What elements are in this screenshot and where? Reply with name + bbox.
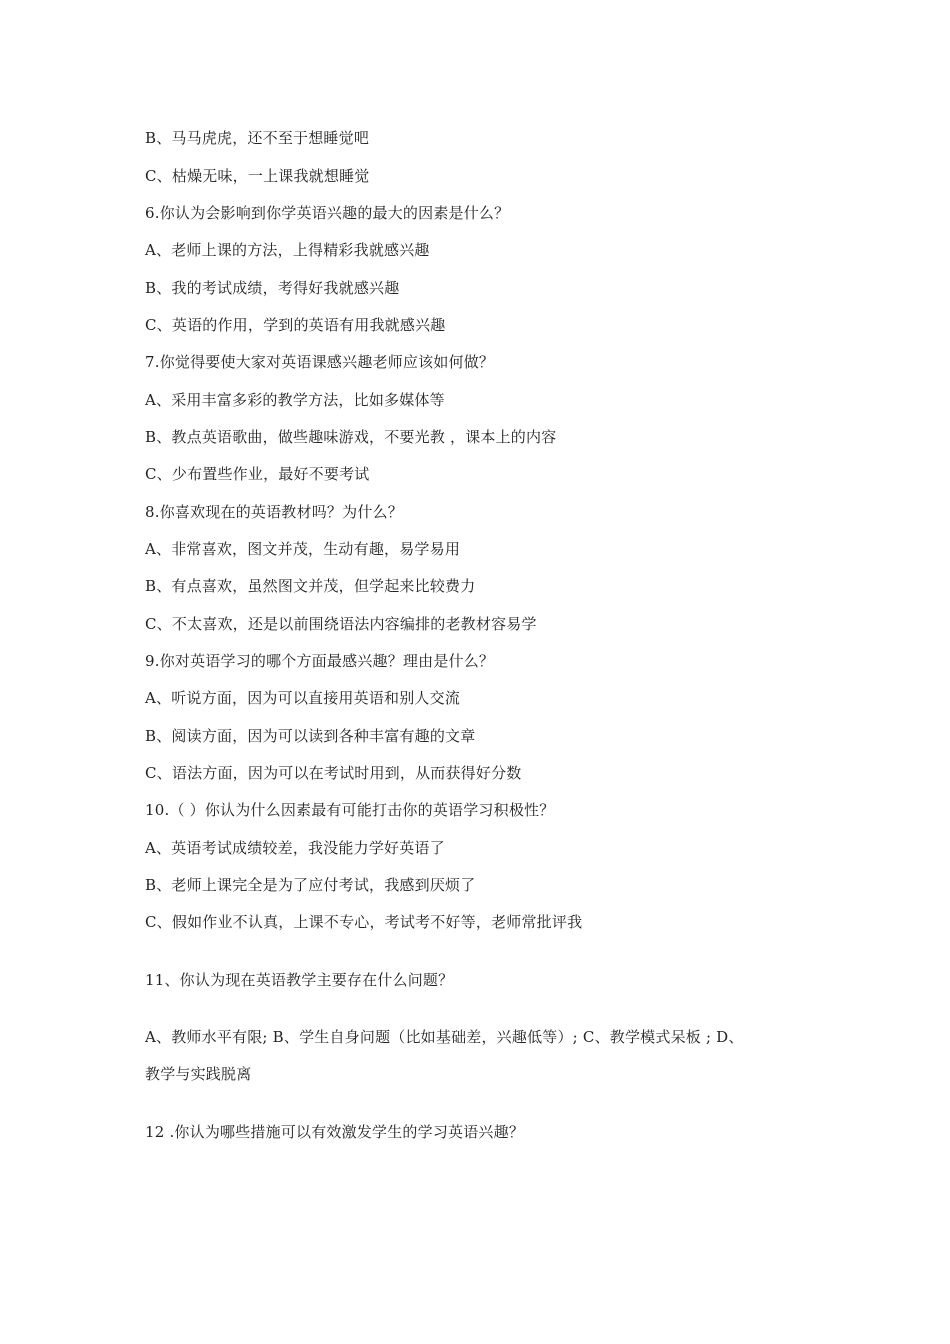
question-11: 11、你认为现在英语教学主要存在什么问题？ (145, 971, 454, 989)
option-7b: B、教点英语歌曲，做些趣味游戏，不要光教 ，课本上的内容 (145, 428, 557, 446)
options-11-continued: 教学与实践脱离 (145, 1065, 252, 1083)
question-9: 9.你对英语学习的哪个方面最感兴趣？理由是什么？ (145, 652, 495, 670)
option-10c: C、假如作业不认真，上课不专心，考试考不好等，老师常批评我 (145, 913, 583, 931)
question-12: 12 .你认为哪些措施可以有效激发学生的学习英语兴趣？ (145, 1123, 525, 1141)
option-8a: A、非常喜欢，图文并茂，生动有趣，易学易用 (145, 540, 461, 558)
option-7c: C、少布置些作业，最好不要考试 (145, 465, 370, 483)
option-10a: A、英语考试成绩较差，我没能力学好英语了 (145, 839, 445, 857)
option-8b: B、有点喜欢，虽然图文并茂，但学起来比较费力 (145, 577, 476, 595)
option-5c: C、枯燥无味，一上课我就想睡觉 (145, 167, 370, 185)
option-9a: A、听说方面，因为可以直接用英语和别人交流 (145, 689, 461, 707)
question-10: 10.（ ）你认为什么因素最有可能打击你的英语学习积极性？ (145, 801, 555, 819)
option-10b: B、老师上课完全是为了应付考试，我感到厌烦了 (145, 876, 476, 894)
option-8c: C、不太喜欢，还是以前围绕语法内容编排的老教材容易学 (145, 615, 537, 633)
question-7: 7.你觉得要使大家对英语课感兴趣老师应该如何做？ (145, 353, 495, 371)
question-8: 8.你喜欢现在的英语教材吗？为什么？ (145, 503, 403, 521)
option-6c: C、英语的作用，学到的英语有用我就感兴趣 (145, 316, 446, 334)
option-9b: B、阅读方面，因为可以读到各种丰富有趣的文章 (145, 727, 476, 745)
option-9c: C、语法方面，因为可以在考试时用到，从而获得好分数 (145, 764, 522, 782)
question-6: 6.你认为会影响到你学英语兴趣的最大的因素是什么？ (145, 204, 510, 222)
option-6b: B、我的考试成绩，考得好我就感兴趣 (145, 279, 400, 297)
options-11: A、教师水平有限; B、学生自身问题（比如基础差，兴趣低等）; C、教学模式呆板 ; D、 (145, 1028, 744, 1046)
option-5b: B、马马虎虎，还不至于想睡觉吧 (145, 129, 370, 147)
option-7a: A、采用丰富多彩的教学方法，比如多媒体等 (145, 391, 445, 409)
option-6a: A、老师上课的方法，上得精彩我就感兴趣 (145, 241, 430, 259)
